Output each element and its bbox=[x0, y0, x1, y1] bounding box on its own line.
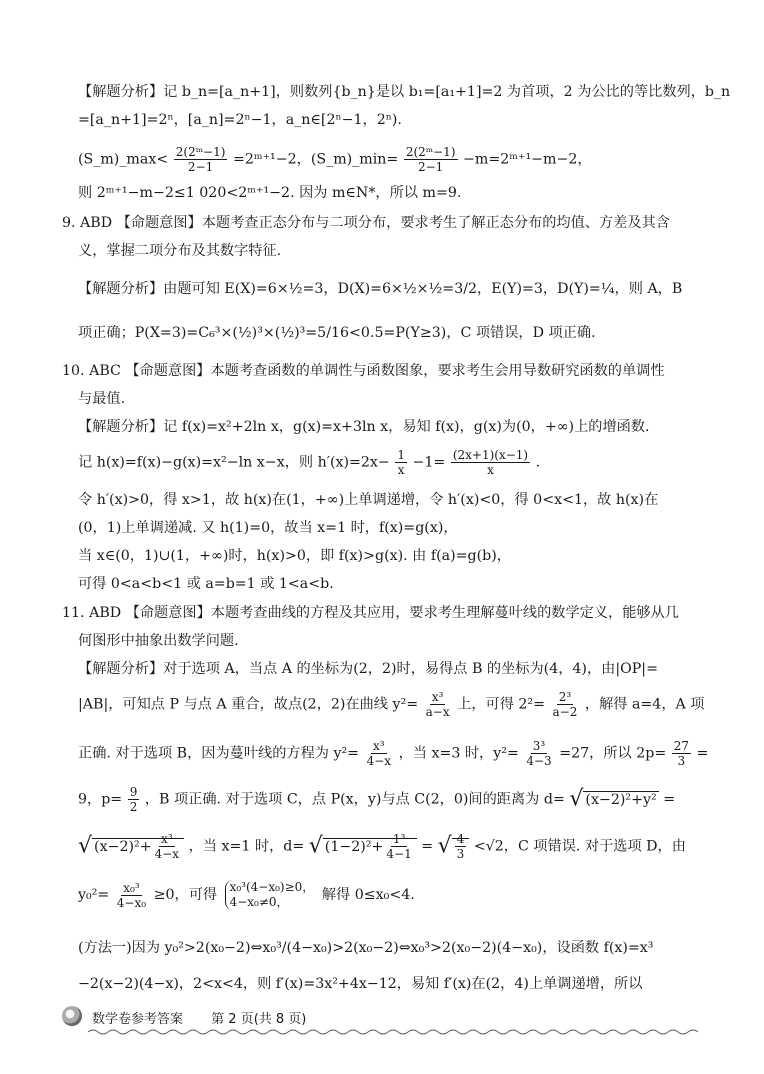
page-footer bbox=[62, 1002, 722, 1038]
formula-line: |AB|，可知点 P 与点 A 重合，故点(2，2)在曲线 y²= $\frac{\text{x³}}{a-x}$ 上，可得 2²= $\frac{\text{2³}}{a-2}$ ，解得 a=4，A 项 bbox=[78, 690, 705, 719]
question-header: 11. ABD 【命题意图】本题考查曲线的方程及其应用，要求考生理解蔓叶线的数学定义，能够从几 bbox=[62, 605, 679, 621]
formula-line: 正确. 对于选项 B，因为蔓叶线的方程为 y²= $\frac{\text{x³}}{4-x}$ ，当 x=3 时，y²= $\frac{\text{3³}}{4-3}$ =27，所以 2p= $\frac{27}{3}$ = bbox=[78, 739, 709, 768]
text-line: 可得 0<a<b<1 或 a=b=1 或 1<a<b. bbox=[78, 576, 334, 592]
formula-line: (S_m)_max< $\frac{\text{2(2ᵐ−1)}}{2-1}$ =2ᵐ⁺¹−2，(S_m)_min= $\frac{\text{2(2ᵐ−1)}}{2-1}$ −m=2ᵐ⁺¹−m−2， bbox=[78, 145, 592, 174]
fraction: $\frac{9}{2}$ bbox=[129, 785, 138, 814]
text-line: 【解题分析】记 b_n=[a_n+1]，则数列{b_n}是以 b₁=[a₁+1]=2 为首项，2 为公比的等比数列，b_n bbox=[78, 84, 731, 100]
fraction: $\frac{\text{x³}}{4-x}$ bbox=[154, 832, 180, 861]
wavy-divider bbox=[88, 1028, 698, 1036]
text-line: 与最值. bbox=[78, 391, 126, 407]
fraction: $\frac{\text{x₀³}}{\text{4−x₀}}$ bbox=[116, 880, 147, 910]
text-line: 【解题分析】对于选项 A，当点 A 的坐标为(2，2)时，易得点 B 的坐标为(4，4)，由|OP|= bbox=[78, 661, 658, 677]
fraction: $\frac{\text{1³}}{4-1}$ bbox=[386, 832, 412, 861]
fraction: $\frac{(2x+1)(x-1)}{x}$ bbox=[452, 448, 529, 477]
text-line: −2(x−2)(4−x)，2<x<4，则 f′(x)=3x²+4x−12，易知 f′(x)在(2，4)上单调递增，所以 bbox=[78, 976, 643, 992]
text-line: 【解题分析】由题可知 E(X)=6×½=3，D(X)=6×½×½=3/2，E(Y)=3，D(Y)=¼，则 A，B bbox=[78, 281, 683, 297]
radical-sign: √ bbox=[437, 833, 452, 859]
footer-page-number: 第 2 页(共 8 页) bbox=[211, 1012, 307, 1027]
case-brace: x₀³(4−x₀)≥0， 4−x₀≠0， bbox=[225, 880, 315, 910]
question-header: 9. ABD 【命题意图】本题考查正态分布与二项分布，要求考生了解正态分布的均值、方差及其含 bbox=[62, 215, 670, 231]
fraction: $\frac{27}{3}$ bbox=[673, 739, 690, 768]
text-line: 【解题分析】记 f(x)=x²+2ln x，g(x)=x+3ln x，易知 f(x)，g(x)为(0，+∞)上的增函数. bbox=[78, 419, 650, 435]
text-line: 令 h′(x)>0，得 x>1，故 h(x)在(1，+∞)上单调递增，令 h′(x)<0，得 0<x<1，故 h(x)在 bbox=[78, 492, 659, 508]
fraction: $\frac{1}{x}$ bbox=[397, 448, 405, 477]
text-line: 义，掌握二项分布及其数字特征. bbox=[78, 243, 282, 259]
text-line: 项正确；P(X=3)=C₆³×(½)³×(½)³=5/16<0.5=P(Y≥3)，C 项错误，D 项正确. bbox=[78, 325, 596, 341]
formula-line: √ (x−2)²+ $\frac{\text{x³}}{4-x}$ ，当 x=1 时，d= √ (1−2)²+ $\frac{\text{1³}}{4-1}$ = √ $\frac{4}{3}$ <√2，C 项错误. 对于选项 D，由 bbox=[78, 832, 686, 861]
footer-text bbox=[92, 1008, 330, 1027]
fraction: $\frac{\text{3³}}{4-3}$ bbox=[526, 739, 552, 768]
radical-sign: √ bbox=[569, 786, 584, 812]
fraction: $\frac{4}{3}$ bbox=[456, 832, 465, 861]
radical-sign: √ bbox=[308, 833, 323, 859]
text-line: =[a_n+1]=2ⁿ，[a_n]=2ⁿ−1，a_n∈[2ⁿ−1，2ⁿ). bbox=[78, 112, 402, 128]
text-line: 何图形中抽象出数学问题. bbox=[78, 633, 239, 649]
fraction: $\frac{\text{2(2ᵐ−1)}}{2-1}$ bbox=[405, 145, 456, 174]
text-line: 则 2ᵐ⁺¹−m−2≤1 020<2ᵐ⁺¹−2. 因为 m∈N*，所以 m=9. bbox=[78, 185, 462, 201]
fraction: $\frac{\text{x³}}{a-x}$ bbox=[425, 690, 450, 719]
question-header: 10. ABC 【命题意图】本题考查函数的单调性与函数图象，要求考生会用导数研究函数的单调性 bbox=[62, 363, 665, 379]
text-line: 当 x∈(0，1)∪(1，+∞)时，h(x)>0，即 f(x)>g(x). 由 f(a)=g(b)， bbox=[78, 548, 511, 564]
radical-sign: √ bbox=[78, 833, 93, 859]
text-line: (方法一)因为 y₀²>2(x₀−2)⇔x₀³/(4−x₀)>2(x₀−2)⇔x₀³>2(x₀−2)(4−x₀)，设函数 f(x)=x³ bbox=[78, 940, 654, 956]
fraction: $\frac{\text{x³}}{4-x}$ bbox=[366, 739, 392, 768]
text-line: (0，1)上单调递减. 又 h(1)=0，故当 x=1 时，f(x)=g(x)， bbox=[78, 520, 458, 536]
formula-line: 9，p= $\frac{9}{2}$ ，B 项正确. 对于选项 C，点 P(x，y)与点 C(2，0)间的距离为 d= √ (x−2)²+y² = bbox=[78, 785, 676, 814]
fraction: $\frac{\text{2(2ᵐ−1)}}{2-1}$ bbox=[175, 145, 226, 174]
formula-line: y₀²= $\frac{\text{x₀³}}{\text{4−x₀}}$ ≥0，可得 x₀³(4−x₀)≥0， 4−x₀≠0， 解得 0≤x₀<4. bbox=[78, 880, 415, 910]
fraction: $\frac{\text{2³}}{a-2}$ bbox=[552, 690, 578, 719]
publisher-logo-icon bbox=[62, 1006, 82, 1026]
footer-subject: 数学卷参考答案 bbox=[92, 1012, 184, 1027]
formula-line: 记 h(x)=f(x)−g(x)=x²−ln x−x，则 h′(x)=2x− $\frac{1}{x}$ −1= $\frac{(2x+1)(x-1)}{x}$ . bbox=[78, 448, 541, 477]
